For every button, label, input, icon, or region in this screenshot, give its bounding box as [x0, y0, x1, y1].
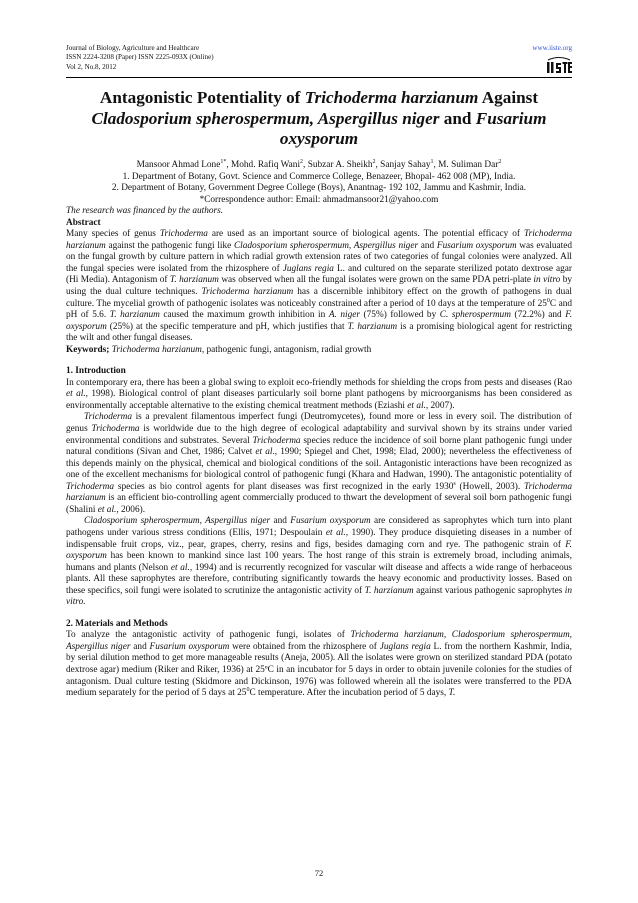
funding-note: The research was financed by the authors. [66, 206, 224, 217]
iiste-logo-icon [546, 56, 572, 76]
intro-paragraph-1: In contemporary era, there has been a global swing to exploit eco-friendly methods for shielding the crops from pests and diseases (Rao et al., 1998). Biological control of plant diseases particularly soil borne plant pathogens by microorganisms has been considered as environmentally acceptable alternative to the existing chemical treatment methods (Eziashi et al., 2007). [66, 377, 572, 411]
issn-line: ISSN 2224-3208 (Paper) ISSN 2225-093X (Online) [66, 53, 214, 62]
paper-title: Antagonistic Potentiality of Trichoderma harzianum Against Cladosporium spherospermum, Aspergillus niger and Fusarium oxysporum [91, 88, 547, 149]
introduction-heading: 1. Introduction [66, 366, 126, 377]
page-number: 72 [314, 868, 324, 878]
author-list: Mansoor Ahmad Lone$^{1*}$, Mohd. Rafiq Wani$^2$, Subzar A. Sheikh$^2$, Sanjay Sahay$^1$, M. Suliman Dar$^2$ [136, 158, 502, 170]
affiliation-2: 2. Department of Botany, Government Degree College (Boys), Anantnag- 192 102, Jammu and Kashmir, India. [111, 183, 527, 194]
header-rule [66, 77, 572, 78]
methods-heading: 2. Materials and Methods [66, 618, 168, 629]
journal-url-link[interactable]: www.iiste.org [532, 44, 572, 52]
abstract-text: Many species of genus Trichoderma are used as an important source of biological agents. The potential efficacy of Trichoderma harzianum against the pathogenic fungi like Cladosporium spherospermum, Aspergillus niger and Fusarium oxysporum was evaluated on the fungal growth by culture pattern in which radial growth extension rates of two categories of fungal colonies were analyzed. All the fungal species were isolated from the rhizosphere of Juglans regia L. and cultured on the separate sterilized potato dextrose agar (Hi Media). Antagonism of T. harzianum was observed when all the fungal isolates were grown on the same PDA petri-plate in vitro by using the dual culture techniques. Trichoderma harzianum has a discernible inhibitory effect on the growth of pathogens in dual culture. The mycelial growth of pathogenic isolates was noticeably constrained after a period of 10 days at the temperature of $25^0C$ and pH of 5.6. T. harzianum caused the maximum growth inhibition in A. niger (75%) followed by C. spherospermum (72.2%) and F. oxysporum (25%) at the specific temperature and pH, which justifies that T. harzianum is a promising biological agent for restricting the wilt and other fungal diseases. [66, 229, 573, 344]
volume-line: Vol 2, No.8, 2012 [66, 62, 117, 71]
methods-paragraph-1: To analyze the antagonistic activity of pathogenic fungi, isolates of Trichoderma harzianum, Cladosporium spherospermum, Aspergillus niger and Fusarium oxysporum were obtained from the rhizosphere of Juglans regia L. from the northern Kashmir, India, by serial dilution method to get more manageable results (Aneja, 2005). All the isolates were grown on sterilized standard PDA (potato dextrose agar) medium (Riker and Riker, 1936) at 25ºC in an incubator for 5 days in order to obtain juvenile colonies for the studies of antagonism. Dual culture testing (Skidmore and Dickinson, 1976) was followed wherein all the isolates were transferred to the PDA medium separately for the period of 5 days at $25^0C$ temperature. After the incubation period of 5 days, T. [66, 630, 572, 699]
correspondence-line: *Correspondence author: Email: ahmadmansoor21@yahoo.com [199, 194, 439, 205]
journal-name: Journal of Biology, Agriculture and Healthcare [66, 44, 200, 52]
keywords-line: Keywords; Trichoderma harzianum, pathogenic fungi, antagonism, radial growth [66, 344, 372, 355]
abstract-heading: Abstract [66, 217, 101, 228]
paper-body [66, 160, 572, 700]
intro-paragraph-2: Trichoderma is a prevalent filamentous imperfect fungi (Deutromycetes), found more or less in every soil. The distribution of genus Trichoderma is worldwide due to the high degree of ecological adaptability and survival shown by its strains under varied environmental conditions and substrates. Several Trichoderma species reduce the incidence of soil borne plant pathogenic fungi under natural conditions (Sivan and Chet, 1986; Calvet et al., 1990; Spiegel and Chet, 1998; Elad, 2000); nevertheless the effectiveness of this depends mainly on the physical, chemical and biological conditions of the soil. Antagonistic interactions have been recognized as one of the excellent mechanisms for biological control of pathogenic fungi (Khara and Hadwan, 1990). The antagonistic potentiality of Trichoderma species as bio control agents for plant diseases was first recognized in the early 1930$^s$ (Howell, 2003). Trichoderma harzianum is an efficient bio-controlling agent commercially produced to thwart the development of several soil born pathogenic fungi (Shalini et al., 2006). [66, 412, 572, 515]
running-header [66, 44, 572, 72]
intro-paragraph-3: Cladosporium spherospermum, Aspergillus niger and Fusarium oxysporum are considered as saprophytes which turn into plant pathogens under various stress conditions (Ellis, 1971; Despoulain et al., 1990). They produce disquieting diseases in a number of indispensable fruit crops, viz., pear, grapes, cherry, resins and figs, besides damaging corn and rye. The pathogenic strain of F. oxysporum has been known to mankind since last 100 years. The host range of this strain is extremely broad, including animals, humans and plants (Nelson et al., 1994) and is recurrently recognized for vascular wilt disease and affects a wide range of herbaceous plants. All these saprophytes are therefore, contributing significantly towards the heavy economic and productivity losses. Based on these specifics, soil fungi were isolated to scrutinize the antagonistic activity of T. harzianum against various pathogenic saprophytes in vitro. [66, 516, 572, 608]
affiliation-1: 1. Department of Botany, Govt. Science and Commerce College, Benazeer, Bhopal- 462 008 (MP), India. [122, 171, 516, 182]
